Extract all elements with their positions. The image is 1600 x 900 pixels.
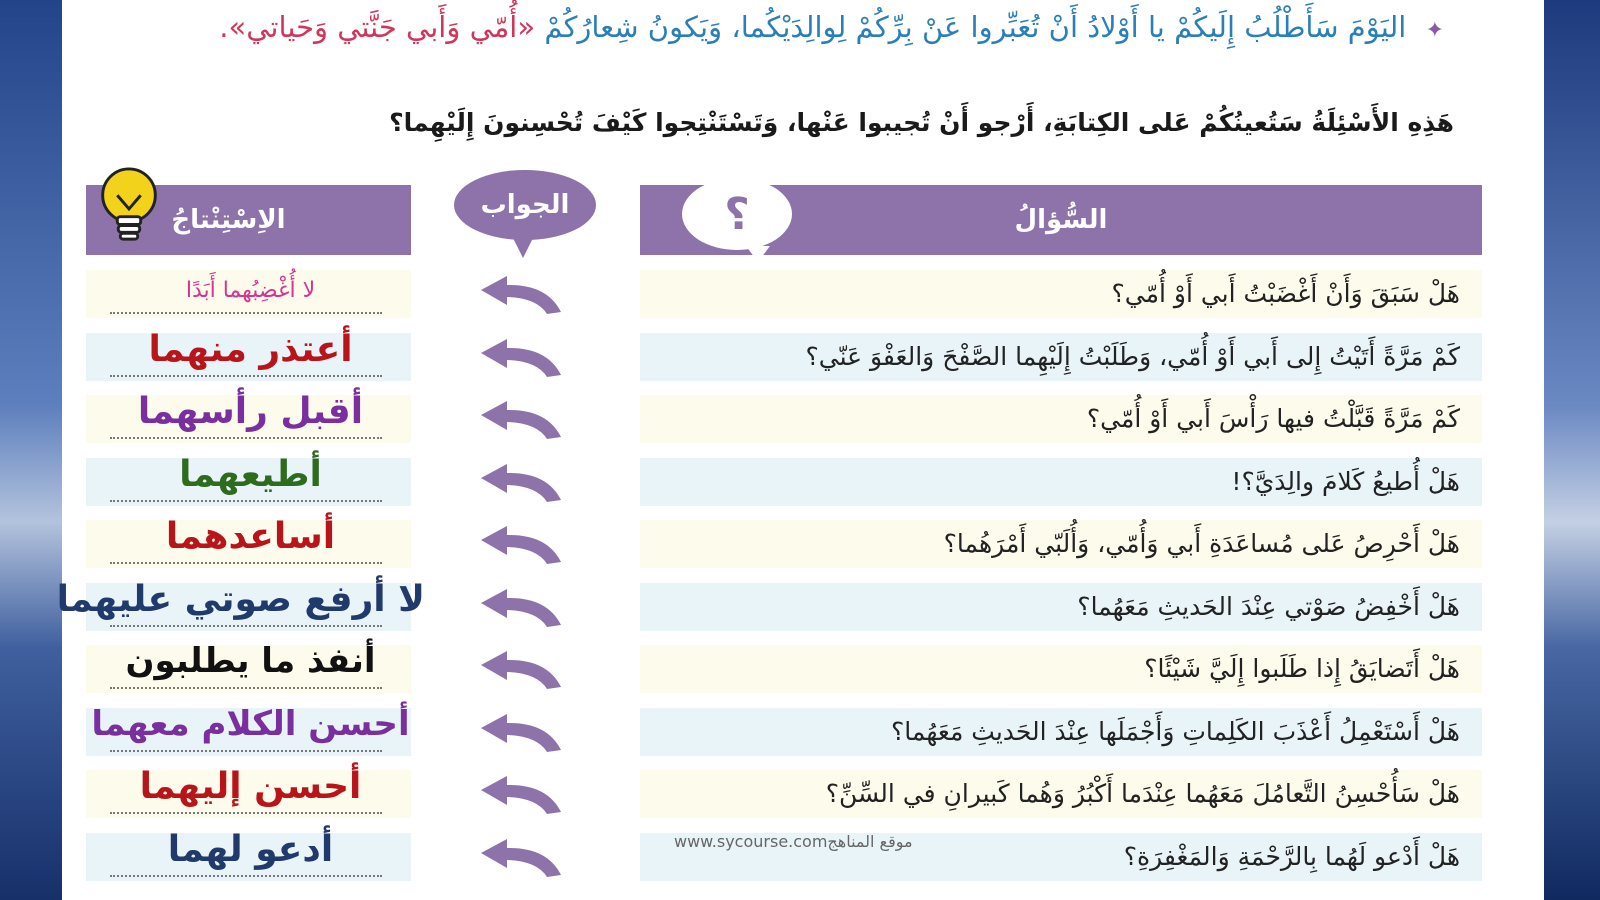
dotted-answer-line <box>110 375 382 377</box>
question-row: هَلْ سَأُحْسِنُ التَّعامُلَ مَعَهُما عِنْدَما أَكْبُرُ وَهُما كَبيرانِ في السِّنِّ؟ <box>640 770 1482 818</box>
conclusion-answer-text: لا أُغْضِبُهما أَبَدًا <box>185 278 316 303</box>
dotted-answer-line <box>110 562 382 564</box>
question-row: هَلْ أَحْرِصُ عَلى مُساعَدَةِ أَبي وَأُمّي، وَأُلَبّي أَمْرَهُما؟ <box>640 520 1482 568</box>
worksheet-page <box>56 0 1544 900</box>
dotted-answer-line <box>110 812 382 814</box>
background-left-panel <box>0 0 62 900</box>
question-row: هَلْ أَدْعو لَهُما بِالرَّحْمَةِ وَالمَغْفِرَةِ؟ <box>640 833 1482 881</box>
conclusion-answer-text: أساعدهما <box>165 516 336 557</box>
intro-text: اليَوْمَ سَأَطْلُبُ إِلَيكُمْ يا أَوْلادُ أَنْ تُعَبِّروا عَنْ بِرِّكُمْ لِوالِدَيْكُما، وَيَكونُ شِعارُكُمْ <box>544 10 1407 44</box>
curved-arrow-left-icon <box>477 710 567 756</box>
conclusion-answer-text: لا أرفع صوتي عليهما <box>56 578 425 620</box>
question-row: هَلْ أَتَضايَقُ إِذا طَلَبوا إِلَيَّ شَيْئًا؟ <box>640 645 1482 693</box>
conclusion-answer-text: أحسن الكلام معهما <box>91 703 410 744</box>
dotted-answer-line <box>110 750 382 752</box>
conclusion-answer-text: أحسن إليهما <box>139 766 362 807</box>
question-mark-bubble-icon <box>682 178 792 250</box>
dotted-answer-line <box>110 625 382 627</box>
question-row: هَلْ أُطيعُ كَلامَ والِدَيَّ؟! <box>640 458 1482 506</box>
question-mark-label: ؟ <box>724 188 750 240</box>
question-header-label: السُّؤالُ <box>1014 205 1108 235</box>
question-row: هَلْ أَخْفِضُ صَوْتي عِنْدَ الحَديثِ مَعَهُما؟ <box>640 583 1482 631</box>
question-row: هَلْ أَسْتَعْمِلُ أَعْذَبَ الكَلِماتِ وَأَجْمَلَها عِنْدَ الحَديثِ مَعَهُما؟ <box>640 708 1482 756</box>
curved-arrow-left-icon <box>477 522 567 568</box>
dotted-answer-line <box>110 687 382 689</box>
conclusion-answer-text: أطيعهما <box>179 453 322 495</box>
curved-arrow-left-icon <box>477 835 567 881</box>
watermark: موقع المناهجwww.sycourse.com <box>674 832 913 851</box>
curved-arrow-left-icon <box>477 585 567 631</box>
dotted-answer-line <box>110 437 382 439</box>
question-row: كَمْ مَرَّةً أَتَيْتُ إِلى أَبي أَوْ أُمّي، وَطَلَبْتُ إِلَيْهِما الصَّفْحَ وَالعَفْوَ عَنّي؟ <box>640 333 1482 381</box>
star-bullet-icon: ✦ <box>1425 18 1444 43</box>
conclusion-header-label: الاِسْتِنْتاجُ <box>171 205 286 235</box>
dotted-answer-line <box>110 875 382 877</box>
answer-header-label: الجواب <box>480 190 570 220</box>
conclusion-answer-text: أدعو لهما <box>167 828 334 870</box>
curved-arrow-left-icon <box>477 272 567 318</box>
curved-arrow-left-icon <box>477 460 567 506</box>
curved-arrow-left-icon <box>477 647 567 693</box>
question-row: هَلْ سَبَقَ وَأَنْ أَغْضَبْتُ أَبي أَوْ أُمّي؟ <box>640 270 1482 318</box>
intro-slogan: «أُمّي وَأَبي جَنَّتي وَحَياتي». <box>219 10 536 44</box>
conclusion-answer-text: أعتذر منهما <box>148 328 353 370</box>
dotted-answer-line <box>110 312 382 314</box>
background-right-panel <box>1544 0 1600 900</box>
curved-arrow-left-icon <box>477 397 567 443</box>
conclusion-answer-text: أنفذ ما يطلبون <box>125 641 376 681</box>
question-row: كَمْ مَرَّةً قَبَّلْتُ فيها رَأْسَ أَبي أَوْ أُمّي؟ <box>640 395 1482 443</box>
curved-arrow-left-icon <box>477 772 567 818</box>
conclusion-answer-text: أقبل رأسهما <box>137 391 364 432</box>
instruction-text: هَذِهِ الأَسْئِلَةُ سَتُعينُكُمْ عَلى الكِتابَةِ، أَرْجو أَنْ تُجيبوا عَنْها، وَتَسْتَنْتِجوا كَيْفَ تُحْسِنونَ إِلَيْهِما؟ <box>389 108 1454 137</box>
intro-paragraph <box>144 4 1444 54</box>
curved-arrow-left-icon <box>477 335 567 381</box>
answer-header-bubble <box>454 170 596 240</box>
lightbulb-icon <box>90 166 168 244</box>
dotted-answer-line <box>110 500 382 502</box>
